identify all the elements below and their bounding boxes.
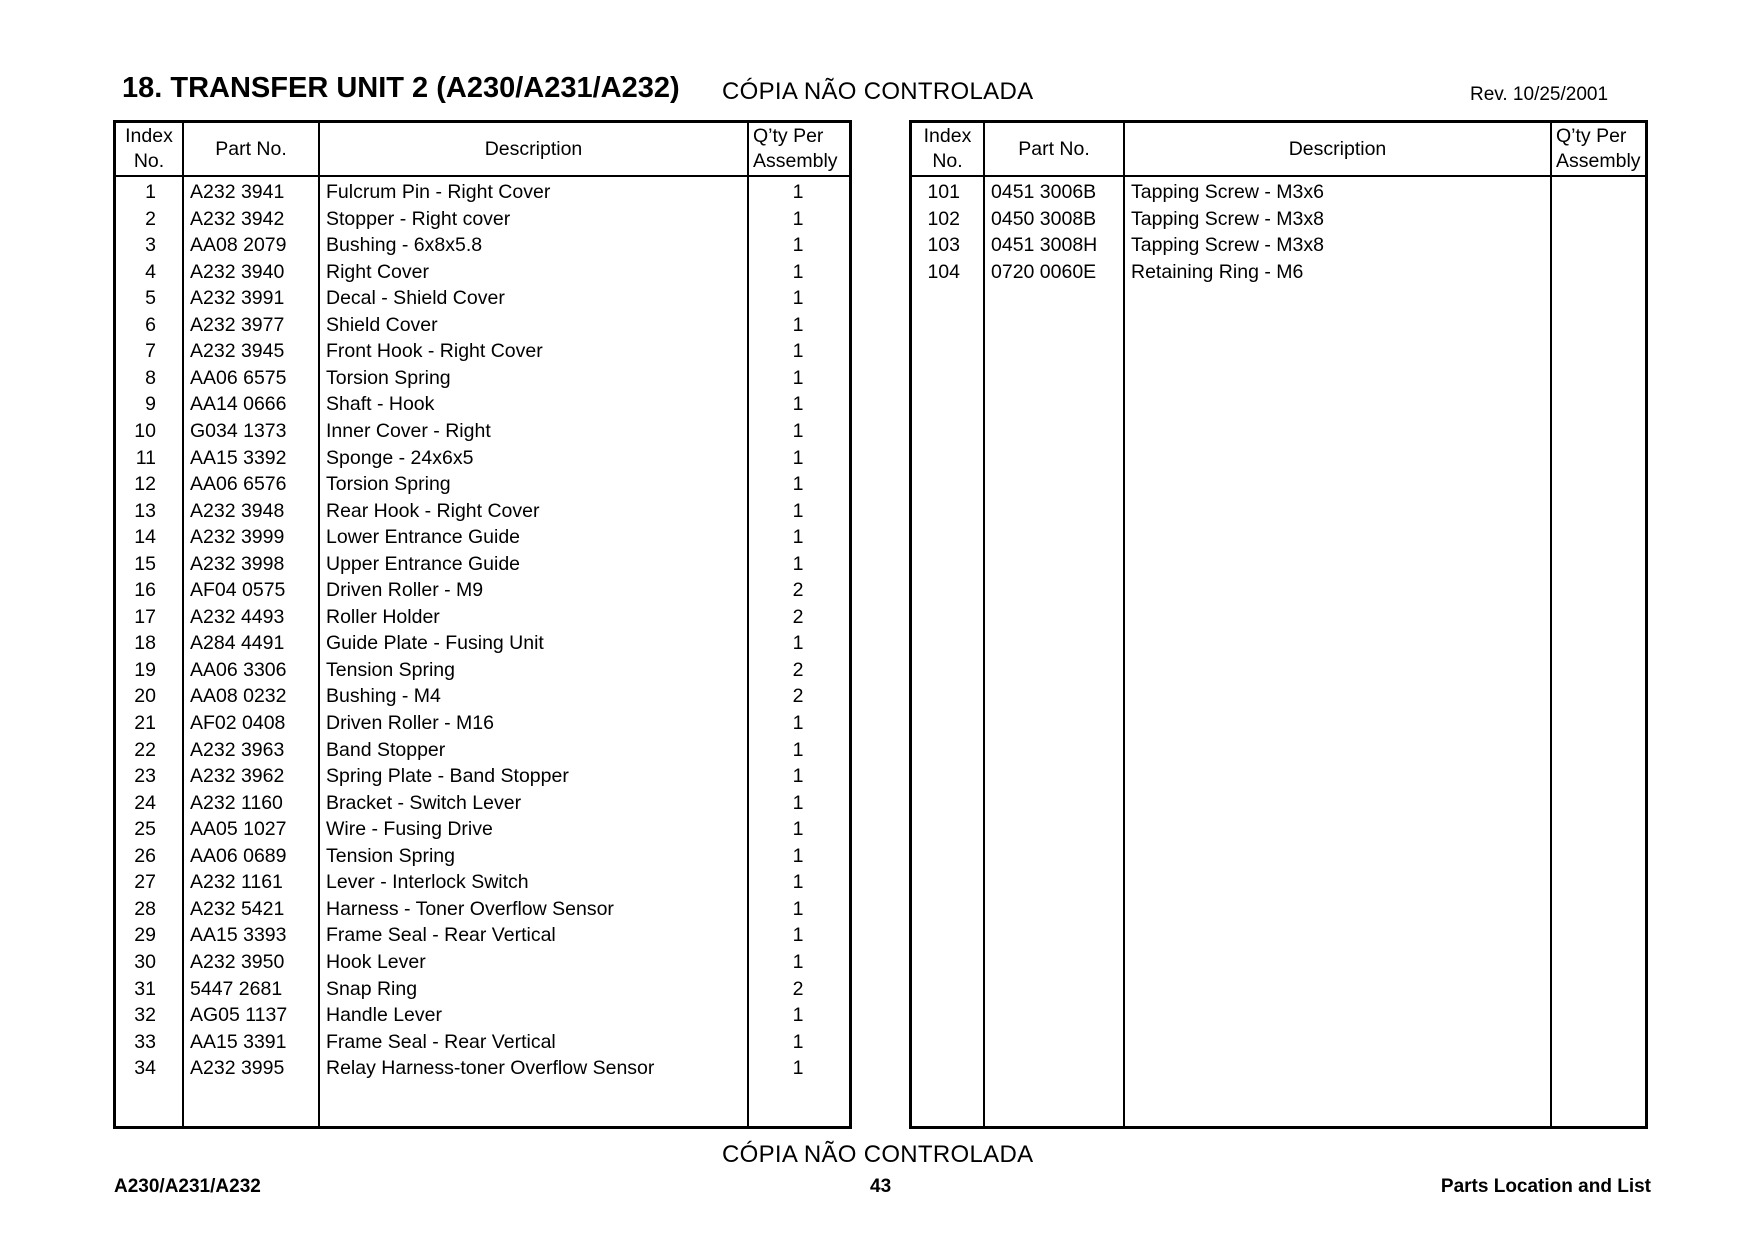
row-part-no: AA06 6575 (190, 366, 287, 389)
footer-model: A230/A231/A232 (114, 1176, 261, 1197)
row-description: Roller Holder (326, 605, 440, 628)
row-qty: 1 (792, 260, 804, 283)
table-row (912, 259, 1645, 285)
row-description: Decal - Shield Cover (326, 287, 505, 310)
footer-section: Parts Location and List (1440, 1176, 1651, 1197)
header-index-line2: No. (133, 150, 165, 172)
row-index: 11 (135, 446, 156, 469)
table-row (116, 206, 849, 232)
row-index: 32 (134, 1004, 156, 1027)
row-part-no: A232 3940 (190, 260, 285, 283)
row-index: 30 (134, 950, 156, 973)
row-index: 5 (145, 287, 156, 310)
table-row (116, 683, 849, 709)
row-index: 19 (134, 658, 156, 681)
watermark-top: CÓPIA NÃO CONTROLADA (722, 78, 1034, 105)
row-part-no: A232 3991 (190, 287, 285, 310)
row-description: Bracket - Switch Lever (326, 791, 522, 814)
row-qty: 1 (792, 897, 804, 920)
table-row (116, 365, 849, 391)
row-part-no: AG05 1137 (190, 1004, 288, 1027)
table-row (116, 763, 849, 789)
table-row (912, 179, 1645, 205)
row-description: Tapping Screw - M3x8 (1131, 234, 1324, 257)
row-description: Handle Lever (326, 1004, 442, 1027)
row-description: Inner Cover - Right (326, 419, 491, 442)
table-row (116, 391, 849, 417)
row-index: 26 (134, 844, 156, 867)
table-row (116, 1029, 849, 1055)
table-row (116, 259, 849, 285)
row-index: 9 (145, 393, 156, 416)
row-description: Guide Plate - Fusing Unit (326, 632, 544, 655)
row-description: Fulcrum Pin - Right Cover (326, 181, 551, 203)
table-row (116, 1002, 849, 1028)
table-row (116, 312, 849, 338)
table-row (116, 498, 849, 524)
row-description: Snap Ring (326, 977, 418, 1000)
row-qty: 1 (792, 712, 804, 734)
table-row (116, 949, 849, 975)
parts-table-right (909, 120, 1648, 1129)
row-index: 102 (927, 207, 960, 230)
row-index: 4 (145, 260, 156, 283)
row-part-no: AA06 3306 (190, 658, 287, 681)
row-index: 20 (134, 685, 156, 708)
row-part-no: A232 3948 (190, 499, 285, 522)
row-index: 6 (145, 313, 156, 336)
table-row (116, 604, 849, 630)
row-qty: 1 (792, 234, 804, 257)
row-index: 7 (145, 340, 156, 363)
table-row (116, 577, 849, 603)
row-part-no: G034 1373 (190, 419, 287, 442)
row-qty: 1 (792, 871, 804, 894)
row-description: Frame Seal - Rear Vertical (326, 924, 556, 947)
row-qty: 1 (792, 287, 804, 310)
row-qty: 1 (792, 446, 804, 469)
row-part-no: A232 4493 (190, 605, 285, 628)
row-index: 3 (145, 234, 156, 257)
header-index (116, 123, 182, 175)
row-index: 103 (927, 234, 960, 257)
row-part-no: A232 3962 (190, 765, 285, 788)
row-description: Upper Entrance Guide (326, 552, 521, 575)
row-description: Tension Spring (326, 658, 455, 681)
row-part-no: AA15 3392 (190, 446, 287, 469)
row-description: Front Hook - Right Cover (326, 340, 543, 363)
row-qty: 1 (792, 473, 804, 496)
row-description: Sponge - 24x6x5 (326, 446, 474, 469)
row-qty: 1 (792, 1004, 804, 1027)
revision-date: Rev. 10/25/2001 (1470, 84, 1609, 105)
row-part-no: AA06 6576 (190, 473, 287, 496)
row-part-no: A232 3998 (190, 552, 285, 575)
row-part-no: 0720 0060E (991, 260, 1097, 283)
row-part-no: A232 1160 (190, 791, 283, 814)
row-description: Retaining Ring - M6 (1131, 260, 1304, 283)
row-part-no: A232 3995 (190, 1057, 285, 1080)
row-qty: 1 (792, 499, 804, 522)
row-index: 2 (145, 207, 156, 230)
row-part-no: A232 3977 (190, 313, 285, 336)
row-description: Driven Roller - M9 (326, 579, 484, 602)
row-index: 23 (134, 765, 156, 788)
row-description: Driven Roller - M16 (326, 712, 494, 734)
row-part-no: A232 3941 (190, 181, 285, 203)
table-row (912, 206, 1645, 232)
header-qty-line1: Q’ty Per (1556, 125, 1627, 147)
row-qty: 1 (792, 950, 804, 973)
row-qty: 2 (792, 977, 804, 1000)
row-index: 10 (134, 419, 156, 442)
row-index: 27 (134, 871, 156, 894)
table-row (116, 232, 849, 258)
row-qty: 1 (792, 1057, 804, 1080)
row-qty: 1 (792, 818, 804, 841)
row-index: 34 (134, 1057, 156, 1080)
row-qty: 1 (792, 924, 804, 947)
row-index: 8 (145, 366, 156, 389)
row-index: 101 (927, 181, 960, 203)
header-qty (1552, 124, 1650, 176)
row-index: 22 (134, 738, 156, 761)
row-index: 29 (134, 924, 156, 947)
table-row (116, 471, 849, 497)
row-part-no: A232 3945 (190, 340, 285, 363)
table-row (116, 524, 849, 550)
row-qty: 1 (792, 366, 804, 389)
row-part-no: A284 4491 (190, 632, 285, 655)
row-part-no: AF04 0575 (190, 579, 286, 602)
row-qty: 1 (792, 738, 804, 761)
row-index: 31 (134, 977, 156, 1000)
table-row (116, 737, 849, 763)
parts-table-left (113, 120, 852, 1129)
table-row (116, 843, 849, 869)
header-divider (116, 175, 849, 177)
header-divider (912, 175, 1645, 177)
row-index: 21 (134, 712, 156, 734)
row-index: 13 (134, 499, 156, 522)
header-description: Description (1288, 137, 1387, 160)
row-qty: 1 (792, 552, 804, 575)
row-qty: 1 (792, 207, 804, 230)
table-row (116, 551, 849, 577)
row-description: Shaft - Hook (326, 393, 435, 416)
row-index: 12 (134, 473, 156, 496)
row-description: Bushing - 6x8x5.8 (326, 234, 483, 257)
row-index: 25 (134, 818, 156, 841)
row-qty: 1 (792, 419, 804, 442)
header-part-no: Part No. (215, 137, 287, 160)
row-description: Wire - Fusing Drive (326, 818, 493, 841)
header-qty-line2: Assembly (1556, 150, 1641, 172)
row-qty: 1 (792, 313, 804, 336)
header-index (912, 123, 983, 175)
table-row (116, 338, 849, 364)
row-qty: 1 (792, 393, 804, 416)
header-qty-line1: Q’ty Per (753, 125, 824, 147)
row-part-no: A232 3963 (190, 738, 285, 761)
table-row (116, 630, 849, 656)
row-qty: 1 (792, 340, 804, 363)
row-description: Tapping Screw - M3x6 (1131, 181, 1324, 203)
watermark-bottom: CÓPIA NÃO CONTROLADA (722, 1141, 1034, 1168)
row-description: Spring Plate - Band Stopper (326, 765, 569, 788)
table-row (116, 1055, 849, 1081)
header-index-line1: Index (125, 125, 173, 147)
row-index: 33 (134, 1030, 156, 1053)
table-row (116, 445, 849, 471)
header-index-line1: Index (923, 125, 972, 147)
row-description: Rear Hook - Right Cover (326, 499, 540, 522)
row-part-no: 0450 3008B (991, 207, 1097, 230)
header-qty-line2: Assembly (753, 150, 838, 172)
row-qty: 2 (792, 579, 804, 602)
row-part-no: AA05 1027 (190, 818, 287, 841)
row-part-no: 5447 2681 (190, 977, 283, 1000)
header-part-no: Part No. (1018, 137, 1090, 160)
row-part-no: A232 3942 (190, 207, 285, 230)
row-index: 16 (134, 579, 156, 602)
row-qty: 1 (792, 632, 804, 655)
row-part-no: 0451 3008H (991, 234, 1098, 257)
header-qty (749, 124, 853, 176)
row-index: 17 (134, 605, 156, 628)
row-qty: 1 (792, 765, 804, 788)
row-description: Hook Lever (326, 950, 426, 973)
row-part-no: AA08 0232 (190, 685, 287, 708)
row-index: 18 (134, 632, 156, 655)
row-index: 15 (134, 552, 156, 575)
row-description: Shield Cover (326, 313, 438, 336)
table-row (116, 285, 849, 311)
header-description: Description (484, 137, 583, 160)
row-qty: 1 (792, 1030, 804, 1053)
footer-page-number: 43 (870, 1176, 892, 1197)
row-part-no: AF02 0408 (190, 712, 286, 734)
row-index: 14 (134, 526, 156, 549)
row-description: Bushing - M4 (326, 685, 441, 708)
row-description: Torsion Spring (326, 366, 451, 389)
row-description: Torsion Spring (326, 473, 451, 496)
row-index: 104 (927, 260, 960, 283)
row-qty: 2 (792, 605, 804, 628)
table-row (116, 896, 849, 922)
row-part-no: A232 5421 (190, 897, 285, 920)
row-description: Tapping Screw - M3x8 (1131, 207, 1324, 230)
table-row (116, 869, 849, 895)
row-qty: 1 (792, 844, 804, 867)
row-part-no: AA08 2079 (190, 234, 287, 257)
page-title: 18. TRANSFER UNIT 2 (A230/A231/A232) (122, 72, 680, 104)
row-description: Lever - Interlock Switch (326, 871, 529, 894)
row-part-no: AA15 3391 (190, 1030, 287, 1053)
table-row (116, 179, 849, 205)
table-row (116, 790, 849, 816)
row-part-no: A232 3999 (190, 526, 285, 549)
row-part-no: A232 1161 (190, 871, 283, 894)
row-description: Band Stopper (326, 738, 446, 761)
row-description: Right Cover (326, 260, 429, 283)
table-row (116, 976, 849, 1002)
table-row (116, 816, 849, 842)
row-index: 24 (134, 791, 156, 814)
row-description: Tension Spring (326, 844, 455, 867)
table-row (116, 657, 849, 683)
row-part-no: 0451 3006B (991, 181, 1097, 203)
row-qty: 2 (792, 658, 804, 681)
table-row (116, 418, 849, 444)
row-description: Stopper - Right cover (326, 207, 511, 230)
row-part-no: AA15 3393 (190, 924, 287, 947)
table-row (116, 710, 849, 736)
row-description: Frame Seal - Rear Vertical (326, 1030, 556, 1053)
row-qty: 1 (792, 791, 804, 814)
row-part-no: AA14 0666 (190, 393, 287, 416)
table-row (116, 922, 849, 948)
row-qty: 2 (792, 685, 804, 708)
row-part-no: AA06 0689 (190, 844, 287, 867)
table-row (912, 232, 1645, 258)
row-index: 28 (134, 897, 156, 920)
row-description: Relay Harness-toner Overflow Sensor (326, 1057, 655, 1080)
row-qty: 1 (792, 181, 804, 203)
row-part-no: A232 3950 (190, 950, 285, 973)
row-qty: 1 (792, 526, 804, 549)
row-description: Lower Entrance Guide (326, 526, 521, 549)
header-index-line2: No. (932, 150, 963, 172)
row-description: Harness - Toner Overflow Sensor (326, 897, 614, 920)
row-index: 1 (145, 181, 156, 203)
